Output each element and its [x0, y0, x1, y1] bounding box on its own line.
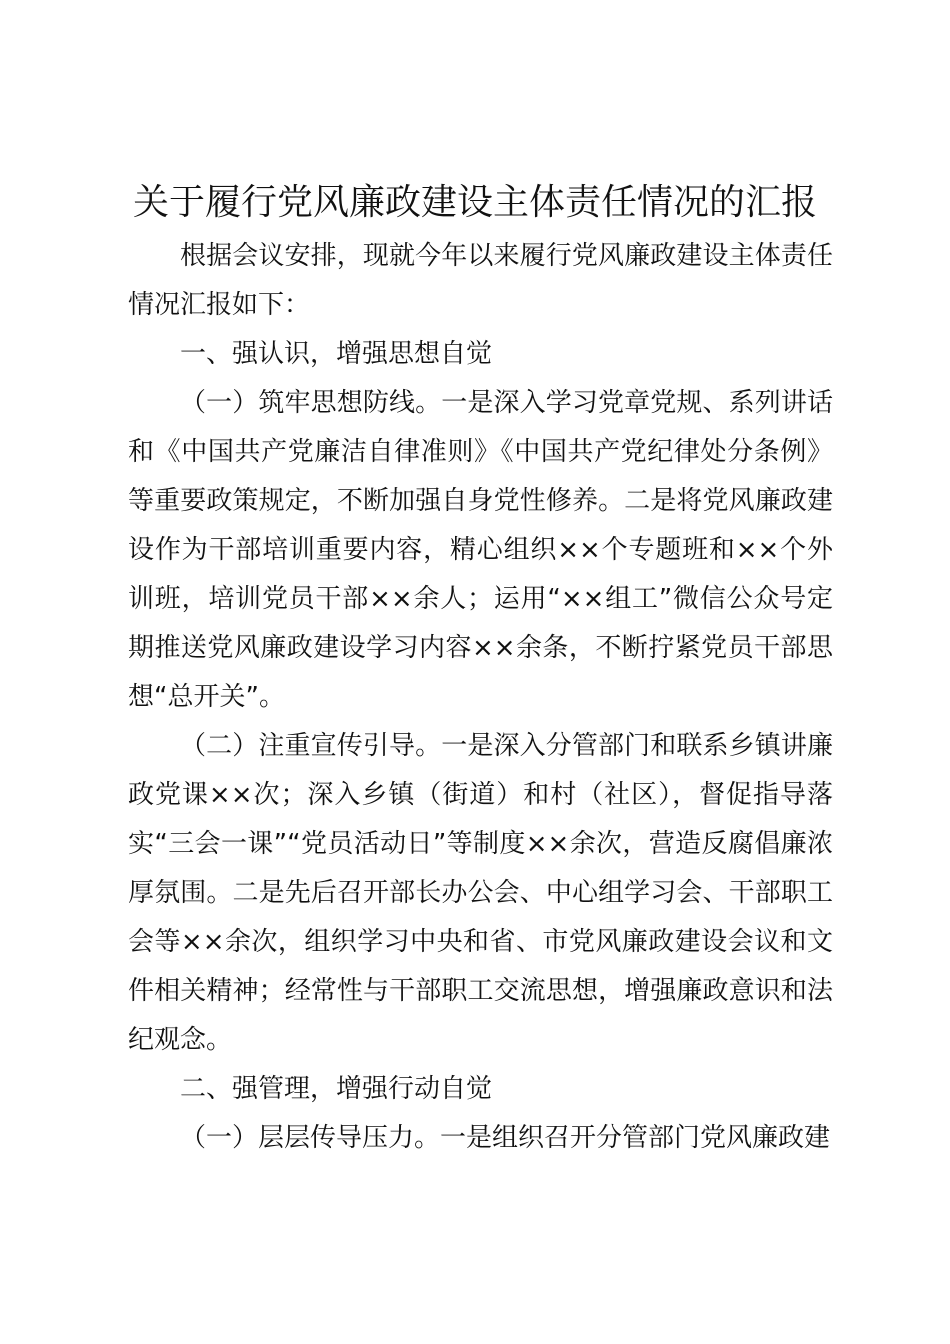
section-2-heading: 二、强管理，增强行动自觉 [180, 1074, 493, 1104]
section-1-paragraph-1: （一）筑牢思想防线。一是深入学习党章党规、系列讲话和《中国共产党廉洁自律准则》《中国共产党纪律处分条例》等重要政策规定，不断加强自身党性修养。二是将党风廉政建设作为干部培训重要内容，精心组织××个专题班和××个外训班，培训党员干部××余人；运用“××组工”微信公众号定期推送党风廉政建设学习内容××余条，不断拧紧党员干部思想“总开关”。 [128, 388, 833, 712]
intro-paragraph: 根据会议安排，现就今年以来履行党风廉政建设主体责任情况汇报如下： [128, 241, 833, 320]
section-1-paragraph-2: （二）注重宣传引导。一是深入分管部门和联系乡镇讲廉政党课××次；深入乡镇（街道）和村（社区），督促指导落实“三会一课”“党员活动日”等制度××余次，营造反腐倡廉浓厚氛围。二是先后召开部长办公会、中心组学习会、干部职工会等××余次，组织学习中央和省、市党风廉政建设会议和文件相关精神；经常性与干部职工交流思想，增强廉政意识和法纪观念。 [128, 731, 833, 1055]
document-body [128, 232, 833, 1163]
section-2-paragraph-1: （一）层层传导压力。一是组织召开分管部门党风廉政建 [180, 1123, 831, 1153]
section-1-heading: 一、强认识，增强思想自觉 [180, 339, 493, 369]
document-title: 关于履行党风廉政建设主体责任情况的汇报 [132, 182, 817, 223]
